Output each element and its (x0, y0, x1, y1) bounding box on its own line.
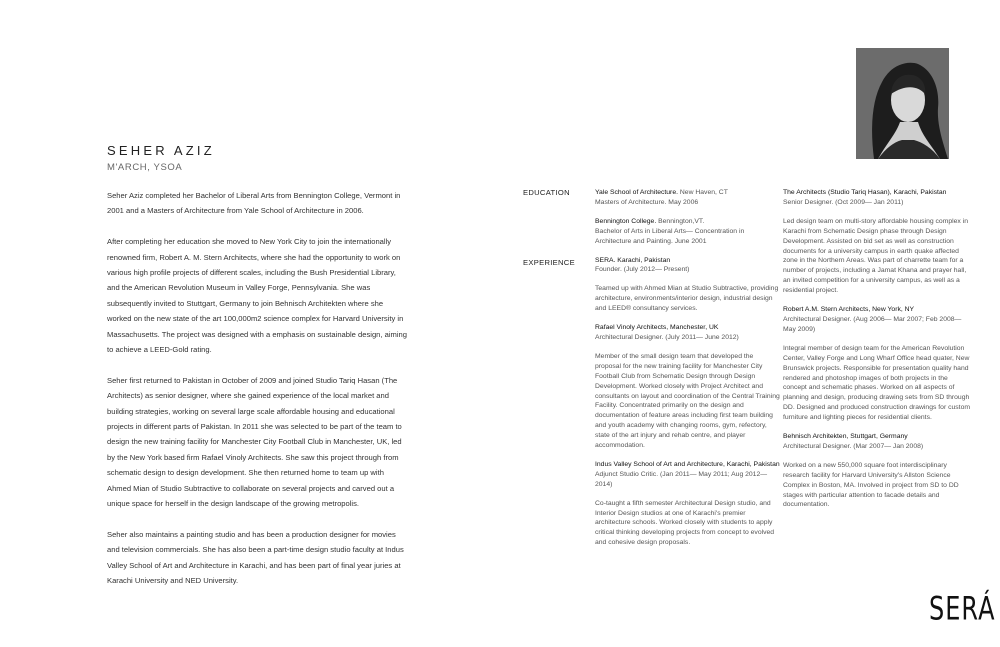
portrait-photo (856, 48, 949, 159)
entry-description: Led design team on multi-story affordable housing complex in Karachi from Schematic Design phase through Design Development. Assisted on bid set as well as construction documents for a university campus in earth quake affected zone in the Northern Areas. Was part of charrette team for a number of projects, including a Jamat Khana and prayer hall, an invited competition for a university campus, as well as a residential project. (783, 217, 969, 295)
experience-heading: EXPERIENCE (523, 258, 575, 267)
portrait-image (856, 48, 949, 159)
entry-description: Integral member of design team for the American Revolution Center, Valley Forge and Long Wharf Office head quater, New Brunswick projects. Responsible for presentation quality hand rendered and photoshop images of both projects in the concept and schematic phases. Worked on all aspects of planning and design, producing drawing sets from SD through DD. Designed and produced construction drawings for custom furniture and lighting pieces for residential clients. (783, 344, 971, 422)
entry-description: Worked on a new 550,000 square foot interdisciplinary research facility for Harvard University's Allston Science Complex in Boston, MA. Involved in project from SD to DD stages with particular attention to facade details and documentation. (783, 461, 959, 509)
entry-subtitle: Architectural Designer. (July 2011— June 2012) (595, 333, 739, 341)
person-name: SEHER AZIZ (107, 143, 215, 158)
resume-column-1 (595, 188, 780, 557)
education-entry (595, 188, 780, 208)
entry-description: Co-taught a fifth semester Architectural Design studio, and Interior Design studios at one of Karachi's premier architecture schools. Worked closely with students to apply critical thinking developing projects from concept to evolved and cohesive design proposals. (595, 499, 775, 547)
experience-entry (595, 323, 780, 343)
entry-subtitle: Senior Designer. (Oct 2009— Jan 2011) (783, 198, 904, 206)
resume-column-2 (783, 188, 973, 519)
entry-institution: Bennington College. (595, 217, 657, 225)
entry-description: Member of the small design team that developed the proposal for the new training facility for Manchester City Football Club from Schematic Design through Design Development. Worked closely with Project Architect and consultants on layout and coordination of the Central Training Facility. Concentrated primarily on the design and documentation of feature areas including first team building and youth academy with changing rooms, gym, refectory, state of the art injury and rehab centre, and player accommodation. (595, 352, 780, 450)
entry-subtitle: Architectural Designer. (Aug 2006— Mar 2007; Feb 2008—May 2009) (783, 315, 962, 333)
entry-title: SERA. Karachi, Pakistan (595, 256, 671, 264)
entry-subtitle: Architectural Designer. (Mar 2007— Jan 2008) (783, 442, 924, 450)
entry-title: Robert A.M. Stern Architects, New York, NY (783, 306, 915, 314)
entry-title: The Architects (Studio Tariq Hasan), Karachi, Pakistan (783, 189, 947, 196)
entry-title: Rafael Vinoly Architects, Manchester, UK (595, 324, 719, 332)
bio-paragraph: After completing her education she moved to New York City to join the internationally renowned firm, Robert A. M. Stern Architects, where she had the opportunity to work on various high profile projects of different scales, including the Bush Presidential Library, and the American Revolution Museum in Valley Forge, Pennsylvania. She was subsequently invited to Stuttgart, Germany to join Behnisch Architekten where she worked on the new state of the art 100,000m2 science complex for Harvard University in Massachusetts. The project was designed with a emphasis on sustainable design, aiming to achieve a LEED-Gold rating. (107, 237, 407, 355)
education-entry (595, 217, 780, 247)
experience-entry (595, 256, 780, 276)
education-heading: EDUCATION (523, 188, 570, 197)
entry-subtitle: Adjunct Studio Critic. (Jan 2011— May 2011; Aug 2012—2014) (595, 470, 768, 488)
biography (107, 188, 407, 604)
experience-entry (595, 460, 780, 490)
entry-location: New Haven, CT (678, 189, 728, 196)
entry-subtitle: Masters of Architecture. May 2006 (595, 198, 699, 206)
sera-logo: SERÁ (929, 590, 996, 628)
experience-entry (783, 305, 973, 335)
entry-subtitle: Founder. (July 2012— Present) (595, 266, 690, 274)
entry-subtitle: Bachelor of Arts in Liberal Arts— Concentration in Architecture and Painting. June 2001 (595, 227, 745, 245)
entry-location: Bennington,VT. (656, 217, 705, 225)
person-degrees: M'ARCH, YSOA (107, 162, 183, 173)
experience-entry (783, 432, 973, 452)
bio-paragraph: Seher Aziz completed her Bachelor of Liberal Arts from Bennington College, Vermont in 2001 and a Masters of Architecture from Yale School of Architecture in 2006. (107, 191, 401, 216)
bio-paragraph: Seher also maintains a painting studio and has been a production designer for movies and television commercials. She has also been a part-time design studio faculty at Indus Valley School of Art and Architecture in Karachi, and has been part of final year juries at Karachi University and NED University. (107, 529, 404, 586)
entry-description: Teamed up with Ahmed Mian at Studio Subtractive, providing architecture, environments/interior design, industrial design and LEED® consultancy services. (595, 285, 779, 313)
experience-entry (783, 188, 973, 208)
bio-paragraph: Seher first returned to Pakistan in October of 2009 and joined Studio Tariq Hasan (The Architects) as senior designer, where she gained experience of the local market and building strategies, working on several large scale affordable housing and educational projects in different parts of Pakistan. In 2011 she was selected to be part of the team to design the new training facility for Manchester City Football Club in Manchester, UK, led by the New York based firm Rafael Vinoly Architects. She saw this project through from schematic design to design development. She then returned home to team up with Ahmed Mian of Studio Subtractive to collaborate on several projects and carved out a unique space for herself in the design landscape of the growing metropolis. (107, 375, 402, 509)
entry-title: Indus Valley School of Art and Architecture, Karachi, Pakistan (595, 460, 780, 468)
entry-institution: Yale School of Architecture. (595, 189, 678, 196)
entry-title: Behnisch Architekten, Stuttgart, Germany (783, 433, 908, 441)
